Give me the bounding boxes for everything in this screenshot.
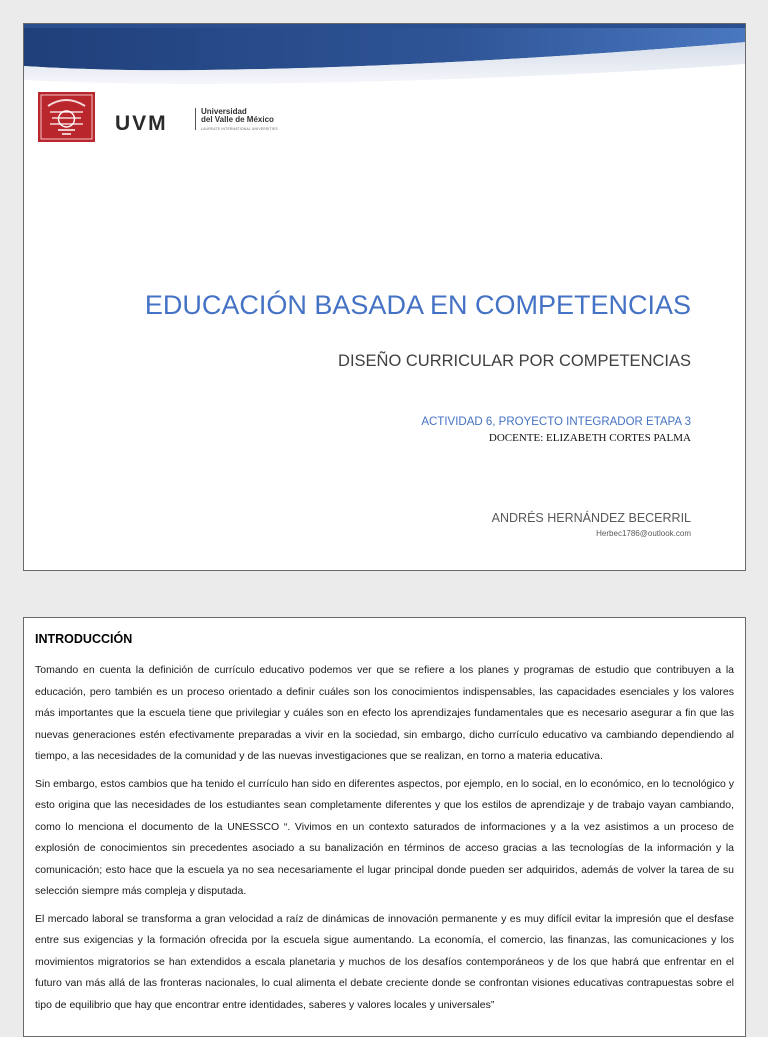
- university-name-line2: del Valle de México: [201, 115, 274, 124]
- document-title: EDUCACIÓN BASADA EN COMPETENCIAS: [144, 290, 691, 320]
- laureate-line: LAUREATE INTERNATIONAL UNIVERSITIES: [201, 127, 278, 131]
- section-heading: INTRODUCCIÓN: [35, 632, 133, 646]
- university-name-line1: Universidad: [201, 107, 247, 116]
- uvm-logo: [35, 86, 297, 176]
- university-name: [201, 108, 296, 124]
- paragraph: Sin embargo, estos cambios que ha tenido el currículo han sido en diferentes aspectos, por ejemplo, en lo social, en lo económico, en lo tecnológico y esto origina que las necesidades de los estudiantes sean completamente diferentes y que los estilos de aprendizaje y de trabajo vayan cambiando, como lo menciona el documento de la UNESSCO “. Vivimos en un contexto saturados de informaciones y a la vez asistimos a un proceso de explosión de conocimientos sin precedentes asociado a su banalización en términos de acceso gracias a las tecnologías de la información y la comunicación; esto hace que la escuela ya no sea necesariamente el lugar principal donde pueden ser adquiridos, además de volver la tarea de su selección siempre más compleja y disputada.: [35, 777, 734, 897]
- activity-label: ACTIVIDAD 6, PROYECTO INTEGRADOR ETAPA 3: [421, 416, 691, 428]
- logo-divider: [195, 108, 196, 130]
- author-email: Herbec1786@outlook.com: [596, 529, 691, 538]
- introduction-page: [23, 617, 746, 1037]
- paragraph: El mercado laboral se transforma a gran velocidad a raíz de dinámicas de innovación permanente y es muy difícil evitar la impresión que el desfase entre sus exigencias y la formación ofrecida por la escuela sigue aumentando. La economía, el comercio, las finanzas, las comunicaciones y los movimientos migratorios se han extendidos a escala planetaria y muchos de los desafíos contemporáneos y de los que habrá que enfrentar en el futuro van más allá de las fronteras nacionales, lo cual alimenta el debate creciente donde se confrontan visiones educativas contrapuestas sobre el tipo de equilibrio que hay que encontrar entre identidades, saberes y valores locales y universales”: [35, 912, 734, 1011]
- section-body: [35, 660, 734, 1022]
- teacher-label: DOCENTE: ELIZABETH CORTES PALMA: [488, 432, 691, 444]
- document-subtitle: DISEÑO CURRICULAR POR COMPETENCIAS: [338, 352, 691, 370]
- cover-page: [23, 23, 746, 571]
- paragraph: Tomando en cuenta la definición de currículo educativo podemos ver que se refiere a los planes y programas de estudio que contribuyen a la educación, pero también es un proceso orientado a definir cuáles son los conocimientos indispensables, las capacidades esenciales y los valores más importantes que la escuela tiene que privilegiar y cuáles son en efecto los aprendizajes fundamentales que es necesario asegurar a fin que las nuevas generaciones estén efectivamente preparadas a vivir en la sociedad, sin embargo, dicho currículo educativo va cambiando dependiendo al tiempo, a las necesidades de la comunidad y de las nuevas investigaciones que se realizan, en torno a materia educativa.: [35, 664, 734, 762]
- author-name: ANDRÉS HERNÁNDEZ BECERRIL: [491, 511, 691, 525]
- uvm-seal-icon: [38, 92, 95, 142]
- uvm-wordmark: UVM: [115, 112, 168, 135]
